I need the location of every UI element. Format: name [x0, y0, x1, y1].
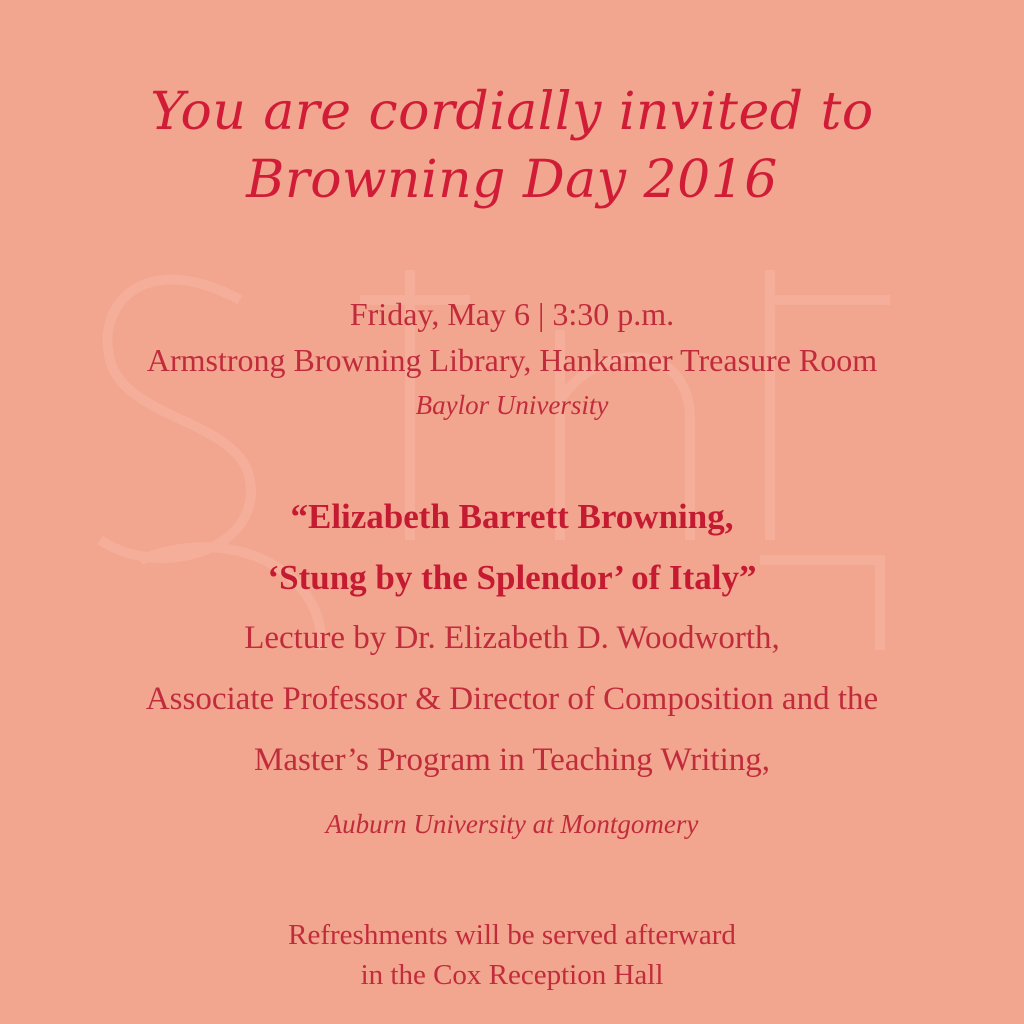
lecture-speaker: Lecture by Dr. Elizabeth D. Woodworth,	[244, 620, 780, 656]
lecture-title-line2: ‘Stung by the Splendor’ of Italy”	[267, 558, 757, 597]
event-date-time: Friday, May 6 | 3:30 p.m.	[349, 296, 675, 332]
speaker-role-line2: Master’s Program in Teaching Writing,	[253, 742, 771, 778]
speaker-role-line1: Associate Professor & Director of Composition and the	[145, 681, 879, 717]
invitation-heading-line1: You are cordially invited to	[150, 82, 874, 142]
lecture-title-line1: “Elizabeth Barrett Browning,	[290, 497, 734, 536]
event-venue: Armstrong Browning Library, Hankamer Treasure Room	[146, 342, 878, 378]
invitation-heading-line2: Browning Day 2016	[246, 150, 778, 210]
refreshments-line2: in the Cox Reception Hall	[360, 959, 664, 991]
refreshments-line1: Refreshments will be served afterward	[288, 919, 736, 951]
event-institution: Baylor University	[415, 390, 609, 420]
speaker-affiliation: Auburn University at Montgomery	[325, 809, 699, 839]
